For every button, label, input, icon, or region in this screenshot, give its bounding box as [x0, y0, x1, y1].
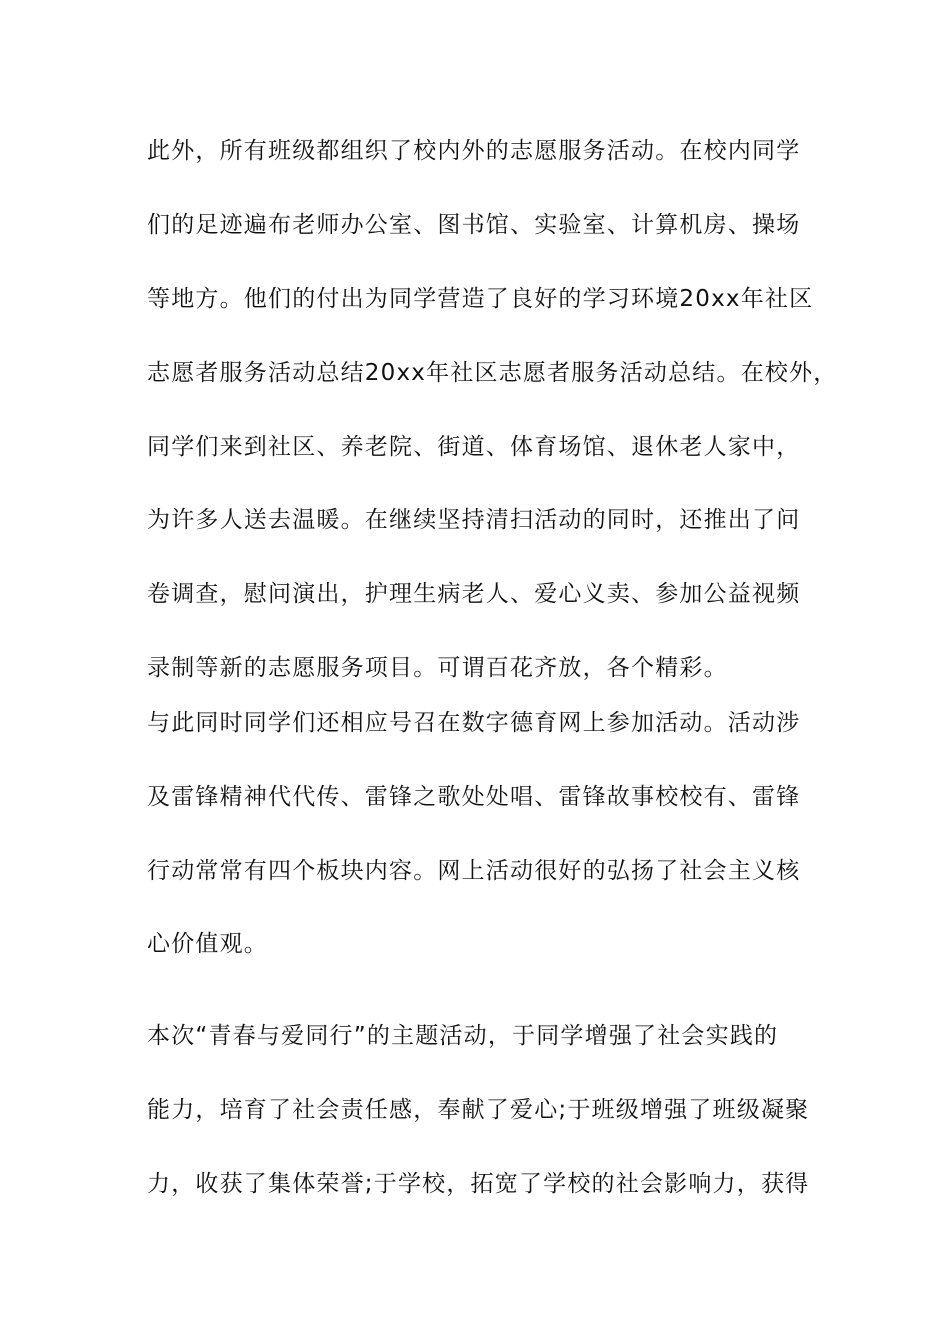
text-line: 同学们来到社区、养老院、街道、体育场馆、退休老人家中，: [147, 434, 801, 460]
text-line: 录制等新的志愿服务项目。可谓百花齐放，各个精彩。: [147, 655, 728, 681]
text-line: 与此同时同学们还相应号召在数字德育网上参加活动。活动涉: [147, 710, 801, 736]
text-line: 卷调查，慰问演出，护理生病老人、爱心义卖、参加公益视频: [147, 581, 801, 607]
text-line: 能力，培育了社会责任感，奉献了爱心;于班级增强了班级凝聚: [147, 1097, 810, 1123]
text-line: 行动常常有四个板块内容。网上活动很好的弘扬了社会主义核: [147, 858, 801, 884]
text-line: 力，收获了集体荣誉;于学校，拓宽了学校的社会影响力，获得: [147, 1171, 810, 1197]
text-line: 及雷锋精神代代传、雷锋之歌处处唱、雷锋故事校校有、雷锋: [147, 784, 801, 810]
text-line: 志愿者服务活动总结20xx年社区志愿者服务活动总结。在校外，: [147, 360, 838, 386]
text-line: 心价值观。: [147, 931, 268, 957]
text-line: 为许多人送去温暖。在继续坚持清扫活动的同时，还推出了问: [147, 507, 801, 533]
text-line: 本次“青春与爱同行”的主题活动，于同学增强了社会实践的: [147, 1023, 779, 1049]
text-line: 此外，所有班级都组织了校内外的志愿服务活动。在校内同学: [147, 138, 801, 164]
text-line: 们的足迹遍布老师办公室、图书馆、实验室、计算机房、操场: [147, 212, 801, 238]
text-line: 等地方。他们的付出为同学营造了良好的学习环境20xx年社区: [147, 286, 814, 312]
